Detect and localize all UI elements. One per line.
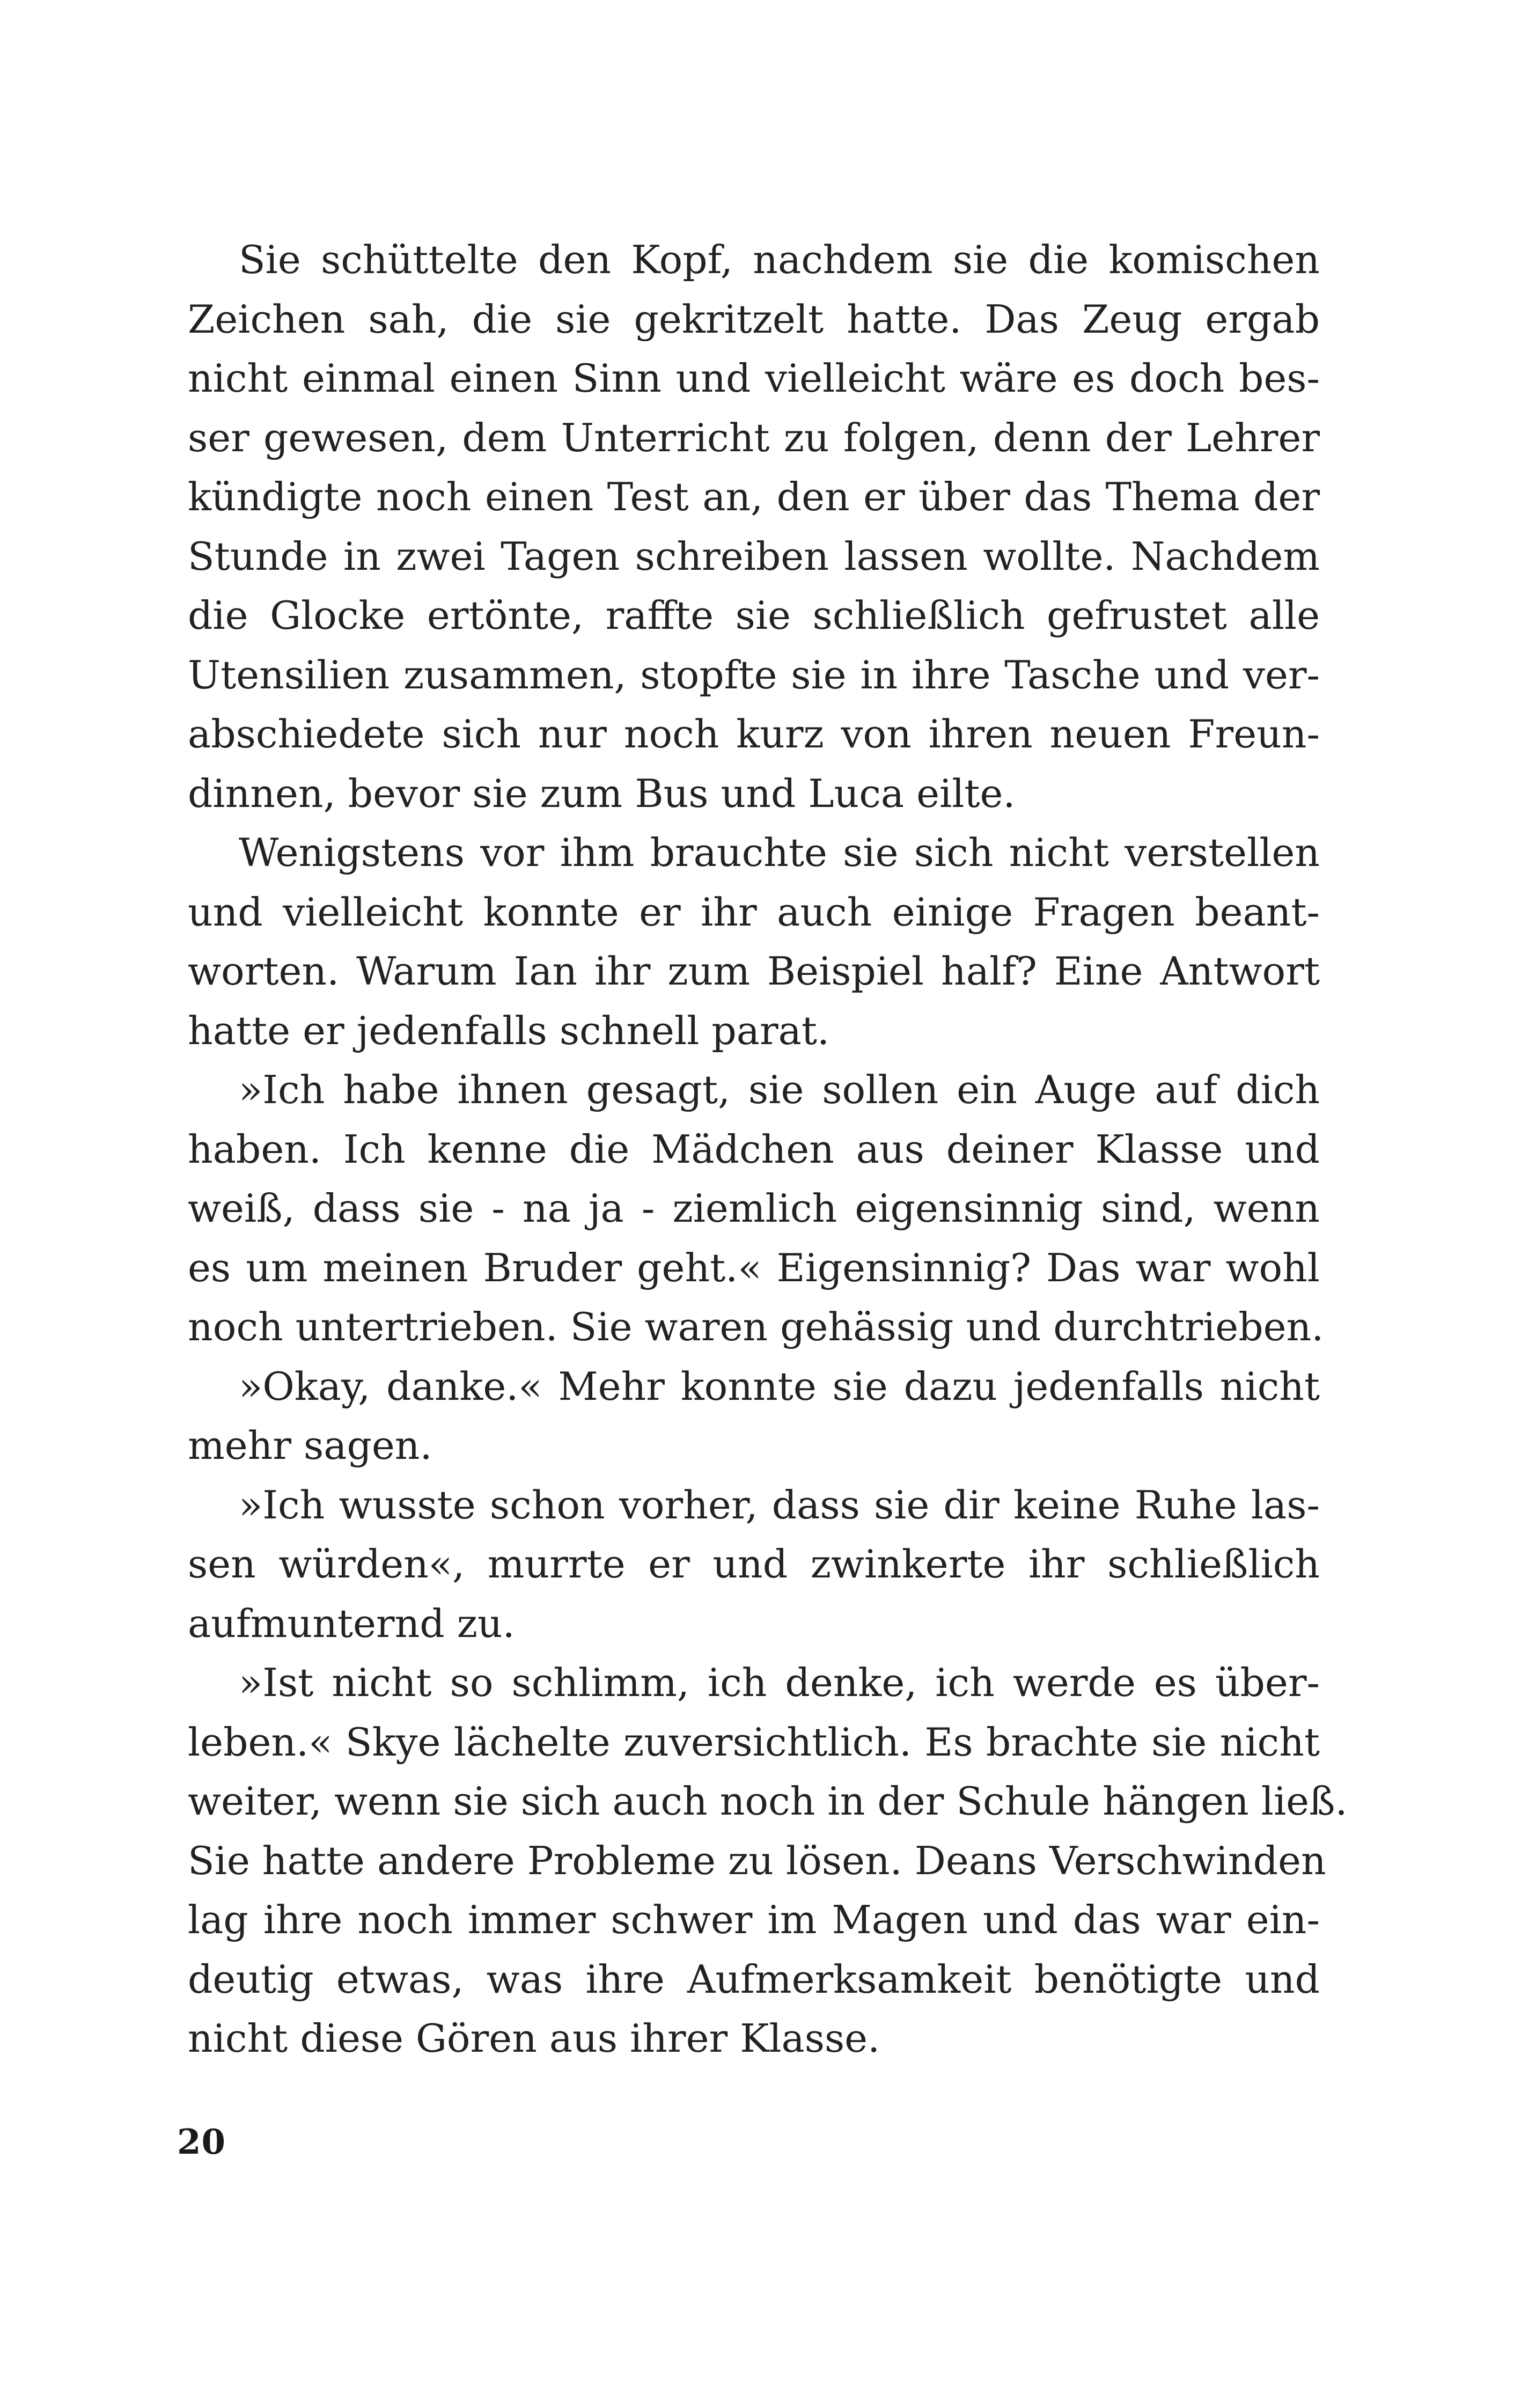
page-number: 20	[177, 2122, 226, 2162]
text-line: worten. Warum Ian ihr zum Beispiel half? Eine Antwort	[188, 949, 1320, 994]
body-text	[188, 231, 1348, 2069]
text-line: haben. Ich kenne die Mädchen aus deiner Klasse und	[188, 1127, 1320, 1172]
text-line: Sie schüttelte den Kopf, nachdem sie die komischen	[239, 238, 1320, 283]
text-line: Sie hatte andere Probleme zu lösen. Deans Verschwinden	[188, 1838, 1326, 1884]
text-line: »Ich habe ihnen gesagt, sie sollen ein Auge auf dich	[239, 1068, 1320, 1113]
text-line: »Okay, danke.« Mehr konnte sie dazu jedenfalls nicht	[239, 1364, 1320, 1409]
text-line: und vielleicht konnte er ihr auch einige Fragen beant-	[188, 890, 1320, 935]
text-line: die Glocke ertönte, raffte sie schließlich gefrustet alle	[188, 593, 1320, 638]
text-line: weiter, wenn sie sich auch noch in der Schule hängen ließ.	[188, 1779, 1348, 1824]
text-line: ser gewesen, dem Unterricht zu folgen, denn der Lehrer	[188, 415, 1320, 461]
text-line: »Ich wusste schon vorher, dass sie dir keine Ruhe las-	[239, 1482, 1320, 1528]
text-line: nicht diese Gören aus ihrer Klasse.	[188, 2016, 880, 2061]
text-line: kündigte noch einen Test an, den er über das Thema der	[188, 475, 1320, 520]
text-line: deutig etwas, was ihre Aufmerksamkeit benötigte und	[188, 1957, 1320, 2002]
text-line: dinnen, bevor sie zum Bus und Luca eilte.	[188, 771, 1016, 817]
text-line: lag ihre noch immer schwer im Magen und das war ein-	[188, 1898, 1320, 1943]
text-line: noch untertrieben. Sie waren gehässig und durchtrieben.	[188, 1305, 1324, 1350]
text-line: nicht einmal einen Sinn und vielleicht wäre es doch bes-	[188, 356, 1320, 401]
text-line: Zeichen sah, die sie gekritzelt hatte. Das Zeug ergab	[188, 297, 1320, 342]
text-line: weiß, dass sie - na ja - ziemlich eigensinnig sind, wenn	[188, 1186, 1320, 1231]
text-line: mehr sagen.	[188, 1423, 432, 1469]
text-line: abschiedete sich nur noch kurz von ihren neuen Freun-	[188, 712, 1320, 757]
text-line: aufmunternd zu.	[188, 1601, 515, 1647]
text-line: hatte er jedenfalls schnell parat.	[188, 1008, 830, 1054]
text-line: Stunde in zwei Tagen schreiben lassen wollte. Nachdem	[188, 534, 1320, 579]
text-line: es um meinen Bruder geht.« Eigensinnig? Das war wohl	[188, 1245, 1320, 1291]
text-line: sen würden«, murrte er und zwinkerte ihr schließlich	[188, 1542, 1320, 1587]
text-line: Utensilien zusammen, stopfte sie in ihre Tasche und ver-	[188, 652, 1320, 698]
text-line: »Ist nicht so schlimm, ich denke, ich werde es über-	[239, 1661, 1320, 1706]
text-line: leben.« Skye lächelte zuversichtlich. Es brachte sie nicht	[188, 1720, 1320, 1765]
text-line: Wenigstens vor ihm brauchte sie sich nicht verstellen	[239, 831, 1320, 876]
